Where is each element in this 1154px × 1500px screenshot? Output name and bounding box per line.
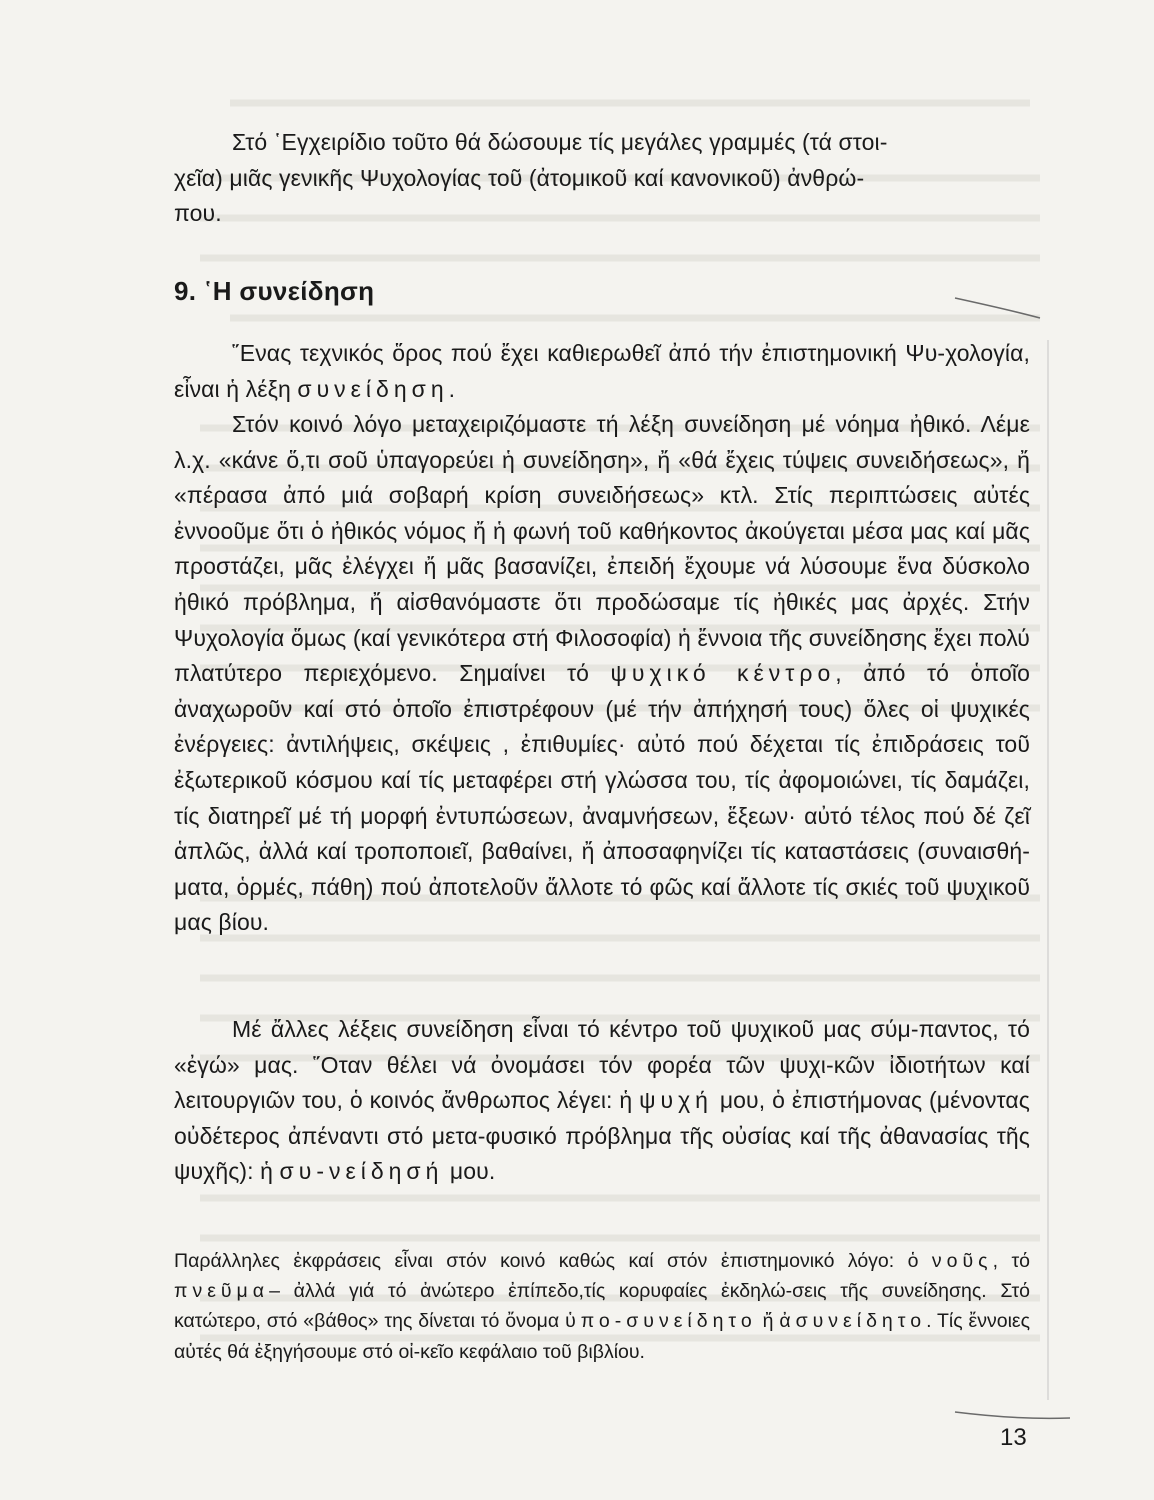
- paragraph-center-of-self: [174, 1012, 1030, 1190]
- intro-line-3: που.: [174, 200, 222, 227]
- term-yposyneidito: ὑπο-συνείδητο: [565, 1310, 757, 1333]
- p3-text-a: Μέ ἄλλες λέξεις συνείδηση εἶναι τό κέντρο τοῦ ψυχικοῦ μας σύμ-παντος, τό «ἐγώ» μας. ῞Οταν θέλει νά ὀνομάσει τόν φορέα τῶν ψυχι-κῶν ἰδιοτήτων καί λειτουργιῶν του, ὁ κοινός ἄνθρωπος λέγει: ἡ: [174, 1016, 1030, 1114]
- intro-paragraph: [174, 125, 1030, 232]
- margin-pencil-mark-bottom: [955, 1412, 1070, 1418]
- margin-pencil-mark-top: [955, 298, 1040, 318]
- p3-text-b: μου, ὁ ἐπιστήμονας (μένοντας οὐδέτερος ἀπέναντι στό μετα-φυσικό πρόβλημα τῆς οὐσίας καί τῆς ἀθανασίας τῆς ψυχῆς): ἡ: [174, 1087, 1030, 1185]
- note-text-e: . Τίς ἔννοιες αὐτές θά ἐξηγήσουμε στό οἰ-κεῖο κεφάλαιο τοῦ βιβλίου.: [174, 1310, 1030, 1363]
- page-number: 13: [1000, 1424, 1027, 1451]
- note-text-b: , τό: [992, 1250, 1030, 1272]
- p1-text-b: .: [448, 375, 456, 402]
- p1-text-a: ῞Ενας τεχνικός ὅρος πού ἔχει καθιερωθεῖ ἀπό τήν ἐπιστημονική Ψυ-χολογία, εἶναι ἡ λέξη: [174, 340, 1030, 402]
- note-text-d: ἤ: [756, 1310, 780, 1333]
- p3-text-c: μου.: [443, 1158, 496, 1185]
- note-text-a: Παράλληλες ἐκφράσεις εἶναι στόν κοινό καθώς καί στόν ἐπιστημονικό λόγο: ὁ: [174, 1250, 932, 1272]
- p2-text-b: , ἀπό τό ὁποῖο ἀναχωροῦν καί στό ὁποῖο ἐπιστρέφουν (μέ τήν ἀπήχησή τους) ὅλες οἱ ψυχικές ἐνέργειες: ἀντιλήψεις, σκέψεις , ἐπιθυμίες· αὐτό πού δέχεται τίς ἐπιδράσεις τοῦ ἐξωτερικοῦ κόσμου καί τίς μεταφέρει στή γλώσσα του, τίς ἀφομοιώνει, τίς δαμάζει, τίς διατηρεῖ μέ τή μορφή ἐντυπώσεων, ἀναμνήσεων, ἕξεων· αὐτό τέλος πού δέ ζεῖ ἁπλῶς, ἀλλά καί τροποποιεῖ, βαθαίνει, ἤ ἀποσαφηνίζει τίς καταστάσεις (συναισθή-ματα, ὁρμές, πάθη) πού ἀποτελοῦν ἄλλοτε τό φῶς καί ἄλλοτε τίς σκιές τοῦ ψυχικοῦ μας βίου.: [174, 660, 1030, 936]
- footnote-paragraph: [174, 1246, 1030, 1367]
- paragraph-definition: [174, 336, 1030, 407]
- paragraph-ethical-meaning: [174, 407, 1030, 941]
- term-psychi: ψυχή: [639, 1087, 713, 1114]
- term-syneidisi-mou: συ-νείδησή: [279, 1158, 444, 1185]
- term-psychiko-kentro: ψυχικό κέντρο: [610, 660, 836, 687]
- section-heading: 9. ῾Η συνείδηση: [174, 276, 375, 306]
- intro-line-2: χεῖα) μιᾶς γενικῆς Ψυχολογίας τοῦ (ἀτομικοῦ καί κανονικοῦ) ἀνθρώ-: [174, 164, 865, 191]
- note-text-c: – ἀλλά γιά τό ἀνώτερο ἐπίπεδο,τίς κορυφαίες ἐκδηλώ-σεις τῆς συνείδησης. Στό κατώτερο, στό «βάθος» της δίνεται τό ὄνομα: [174, 1280, 1030, 1333]
- term-pnevma: πνεῦμα: [174, 1280, 270, 1303]
- term-asyneidito: ἀσυνείδητο: [779, 1310, 927, 1333]
- p2-text-a: Στόν κοινό λόγο μεταχειριζόμαστε τή λέξη συνείδηση μέ νόημα ἠθικό. Λέμε λ.χ. «κάνε ὅ,τι σοῦ ὑπαγορεύει ἡ συνείδηση», ἤ «θά ἔχεις τύψεις συνειδήσεως», ἤ «πέρασα ἀπό μιά σοβαρή κρίση συνειδήσεως» κτλ. Στίς περιπτώσεις αὐτές ἐννοοῦμε ὅτι ὁ ἠθικός νόμος ἤ ἡ φωνή τοῦ καθήκοντος ἀκούγεται μέσα μας καί μᾶς προστάζει, μᾶς ἐλέγχει ἤ μᾶς βασανίζει, ἐπειδή ἔχουμε νά λύσουμε ἕνα δύσκολο ἠθικό πρόβλημα, ἤ αἰσθανόμαστε ὅτι προδώσαμε τίς ἠθικές μας ἀρχές. Στήν Ψυχολογία ὅμως (καί γενικότερα στή Φιλοσοφία) ἡ ἔννοια τῆς συνείδησης ἔχει πολύ πλατύτερο περιεχόμενο. Σημαίνει τό: [174, 411, 1030, 687]
- intro-line-1: Στό ῾Εγχειρίδιο τοῦτο θά δώσουμε τίς μεγάλες γραμμές (τά στοι-: [232, 129, 888, 155]
- term-nous: νοῦς: [931, 1250, 993, 1272]
- term-syneidisi: συνείδηση: [297, 375, 449, 402]
